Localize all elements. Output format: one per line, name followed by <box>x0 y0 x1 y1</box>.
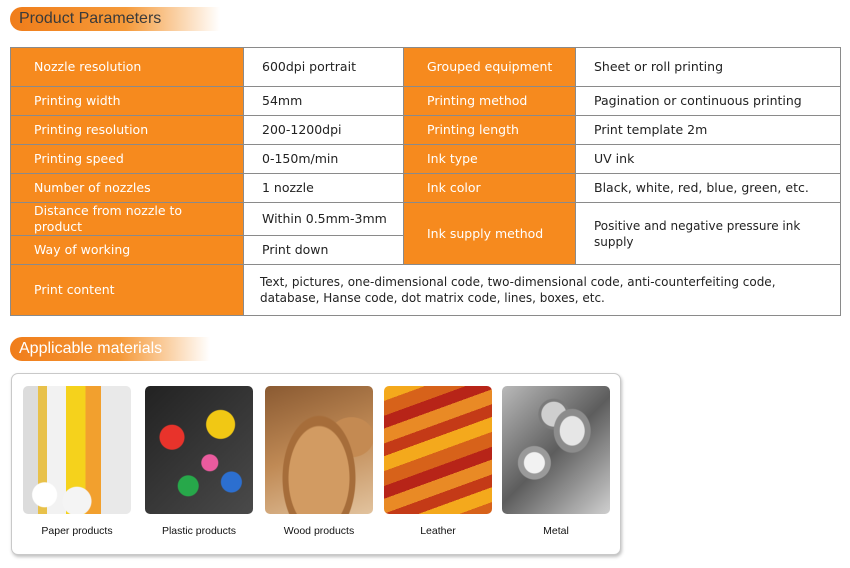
param-value: Text, pictures, one-dimensional code, two-dimensional code, anti-counterfeiting code, database, Hanse code, dot matrix code, lines, boxes, etc. <box>244 265 841 316</box>
param-value: Positive and negative pressure ink supply <box>576 203 841 265</box>
param-value: Print template 2m <box>576 116 841 145</box>
material-card <box>145 386 253 537</box>
param-value: 200-1200dpi <box>244 116 404 145</box>
metal-spoons-photo <box>502 386 610 514</box>
material-caption: Metal <box>543 525 569 537</box>
param-label: Printing method <box>404 87 576 116</box>
table-row <box>11 116 841 145</box>
wooden-bowls-photo <box>265 386 373 514</box>
material-caption: Leather <box>420 525 456 537</box>
applicable-materials-title: Applicable materials <box>19 340 163 357</box>
param-value: Within 0.5mm-3mm <box>244 203 404 236</box>
table-row <box>11 145 841 174</box>
table-row <box>11 203 841 236</box>
material-card <box>502 386 610 537</box>
table-row <box>11 174 841 203</box>
param-label: Printing width <box>11 87 244 116</box>
param-value: 54mm <box>244 87 404 116</box>
param-label: Number of nozzles <box>11 174 244 203</box>
param-label: Print content <box>11 265 244 316</box>
applicable-materials-header <box>10 337 210 361</box>
param-value: Print down <box>244 236 404 265</box>
table-row <box>11 265 841 316</box>
leather-swatches-photo <box>384 386 492 514</box>
material-card <box>265 386 373 537</box>
material-card <box>23 386 131 537</box>
material-card <box>384 386 492 537</box>
param-value: 600dpi portrait <box>244 48 404 87</box>
param-label: Printing resolution <box>11 116 244 145</box>
param-value: Pagination or continuous printing <box>576 87 841 116</box>
param-label: Nozzle resolution <box>11 48 244 87</box>
table-row <box>11 87 841 116</box>
product-parameters-title: Product Parameters <box>19 10 162 27</box>
parameters-table <box>10 47 841 316</box>
material-caption: Plastic products <box>161 525 237 537</box>
param-value: UV ink <box>576 145 841 174</box>
param-value: 0-150m/min <box>244 145 404 174</box>
param-value: 1 nozzle <box>244 174 404 203</box>
material-caption: Paper products <box>41 525 113 537</box>
param-label: Printing speed <box>11 145 244 174</box>
param-value: Black, white, red, blue, green, etc. <box>576 174 841 203</box>
product-parameters-header <box>10 7 220 31</box>
paper-rolls-photo <box>23 386 131 514</box>
param-label: Ink type <box>404 145 576 174</box>
param-label: Grouped equipment <box>404 48 576 87</box>
param-label: Ink supply method <box>404 203 576 265</box>
param-label: Printing length <box>404 116 576 145</box>
param-value: Sheet or roll printing <box>576 48 841 87</box>
material-caption: Wood products <box>283 525 355 537</box>
materials-panel <box>11 373 621 555</box>
param-label: Way of working <box>11 236 244 265</box>
param-label: Distance from nozzle to product <box>11 203 244 236</box>
plastic-parts-photo <box>145 386 253 514</box>
table-row <box>11 48 841 87</box>
param-label: Ink color <box>404 174 576 203</box>
